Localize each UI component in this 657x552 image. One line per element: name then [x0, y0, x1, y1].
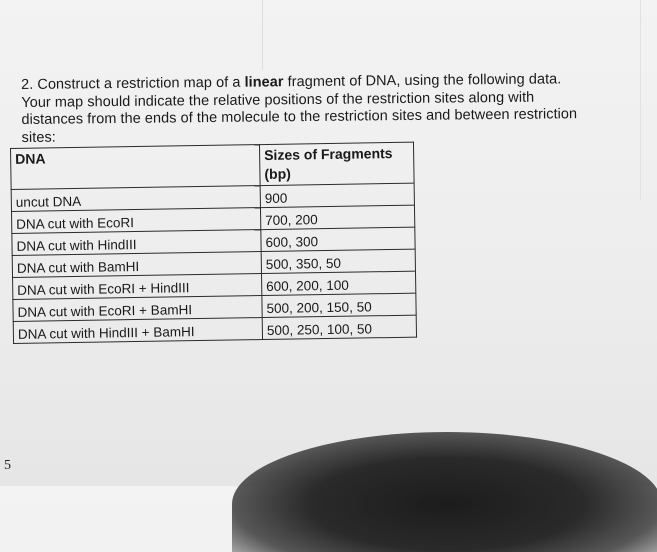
row-sizes-cell: 600, 300	[261, 227, 415, 251]
row-sizes-cell: 500, 200, 150, 50	[262, 293, 416, 317]
restriction-data-table	[10, 142, 417, 344]
page-number: 5	[4, 458, 11, 473]
row-sizes-cell: 900	[260, 183, 414, 207]
row-dna-cell: DNA cut with HindIII	[12, 230, 261, 256]
question-block	[21, 70, 647, 147]
question-line-2: Your map should indicate the relative positions of the restriction sites along with	[21, 89, 535, 111]
finger-shadow	[232, 432, 657, 552]
question-number: 2.	[21, 76, 34, 93]
table-header-row	[11, 142, 415, 189]
row-dna-cell: DNA cut with EcoRI + HindIII	[13, 274, 262, 300]
row-dna-cell: DNA cut with EcoRI + BamHI	[13, 296, 262, 322]
row-sizes-cell: 600, 200, 100	[262, 271, 416, 295]
question-bold-word: linear	[244, 74, 284, 91]
row-dna-cell: DNA cut with EcoRI	[11, 208, 260, 234]
question-text-end: fragment of DNA, using the following data.	[283, 71, 562, 91]
question-line-3: distances from the ends of the molecule to the restriction sites and between restriction	[21, 106, 578, 128]
question-text-start: Construct a restriction map of a	[37, 74, 245, 93]
row-sizes-cell: 500, 250, 100, 50	[262, 315, 416, 339]
page-fold-line	[262, 0, 263, 70]
row-sizes-cell: 500, 350, 50	[261, 249, 415, 273]
row-sizes-cell: 700, 200	[260, 205, 414, 229]
row-dna-cell: DNA cut with BamHI	[12, 252, 261, 278]
header-dna: DNA	[11, 145, 261, 190]
question-line-4: sites:	[21, 129, 56, 146]
row-dna-cell: uncut DNA	[11, 186, 260, 212]
header-sizes: Sizes of Fragments (bp)	[259, 142, 414, 185]
row-dna-cell: DNA cut with HindIII + BamHI	[13, 318, 262, 344]
